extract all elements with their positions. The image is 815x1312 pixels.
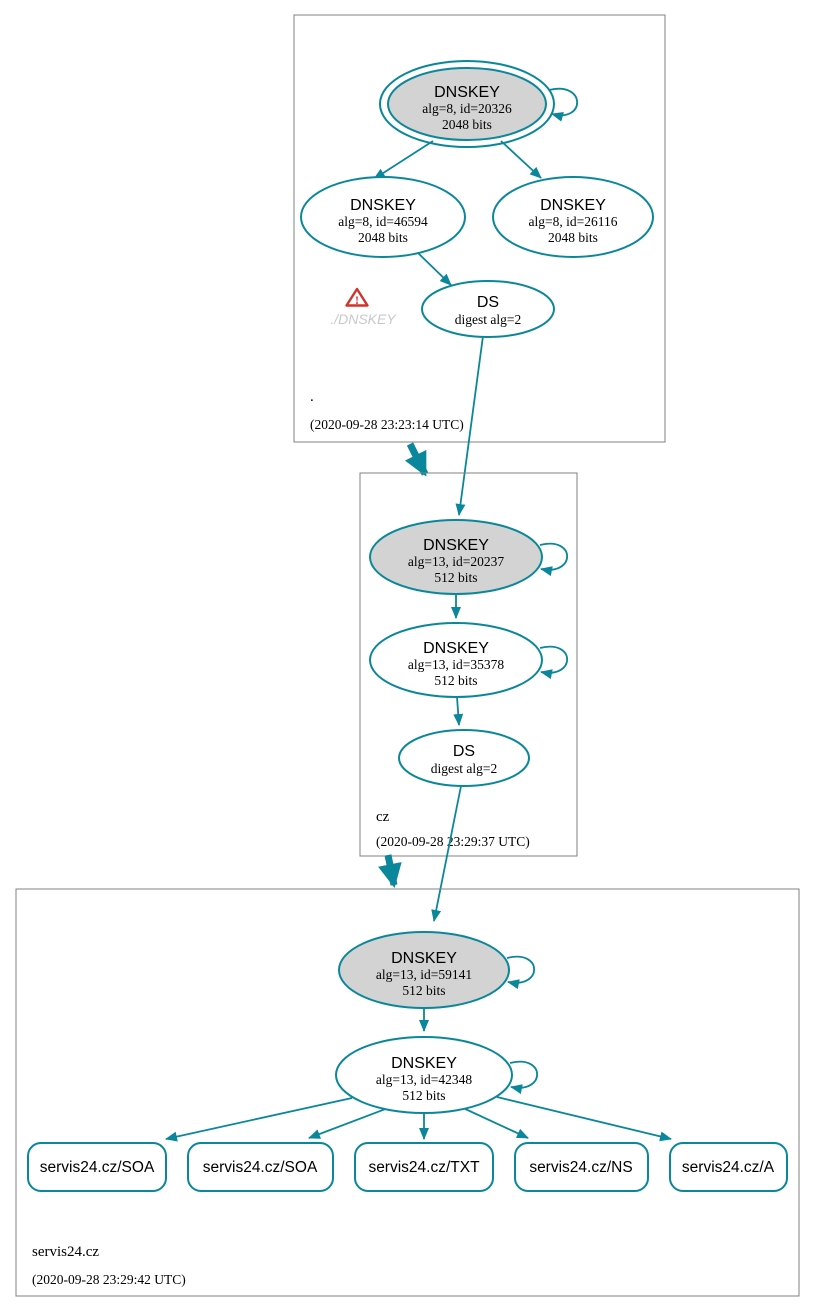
dnskey-node-46594[interactable]: [301, 177, 465, 257]
delegation-arrow-cz-to-servis24: [388, 855, 394, 885]
dnskey-46594-title: DNSKEY: [350, 197, 416, 214]
rrset-soa-1-label: servis24.cz/SOA: [39, 1159, 155, 1176]
ds-cz-detail: digest alg=2: [430, 761, 498, 776]
dnskey-node-59141[interactable]: [339, 932, 509, 1008]
dnskey-20326-title: DNSKEY: [434, 84, 500, 101]
dnskey-node-26116[interactable]: [493, 177, 653, 257]
zone-timestamp-root: (2020-09-28 23:23:14 UTC): [310, 417, 464, 432]
edge-42348-to-a: [497, 1097, 671, 1139]
zone-name-servis24: servis24.cz: [32, 1244, 100, 1260]
dnskey-20237-title: DNSKEY: [423, 537, 489, 554]
dnskey-26116-title: DNSKEY: [540, 197, 606, 214]
ds-node-cz[interactable]: [399, 730, 529, 786]
zone-name-cz: cz: [376, 809, 390, 825]
rrset-node-a[interactable]: [670, 1143, 787, 1191]
dnskey-46594-bits: 2048 bits: [358, 230, 408, 245]
dnskey-59141-bits: 512 bits: [402, 983, 446, 998]
ds-node-root[interactable]: [422, 281, 554, 337]
dnskey-node-35378[interactable]: [370, 623, 542, 697]
dnskey-59141-title: DNSKEY: [391, 950, 457, 967]
dnskey-26116-bits: 2048 bits: [548, 230, 598, 245]
dnskey-node-20237[interactable]: [370, 520, 542, 594]
dnskey-59141-detail: alg=13, id=59141: [375, 967, 473, 982]
dnskey-42348-bits: 512 bits: [402, 1088, 446, 1103]
rrset-soa-2-label: servis24.cz/SOA: [202, 1159, 318, 1176]
dnskey-26116-detail: alg=8, id=26116: [528, 214, 618, 229]
edge-selfsign-59141: [507, 957, 534, 983]
ds-root-detail: digest alg=2: [454, 312, 522, 327]
dnskey-node-42348[interactable]: [336, 1037, 512, 1113]
rrset-node-soa-1[interactable]: [28, 1143, 166, 1191]
dnskey-20326-bits: 2048 bits: [442, 117, 492, 132]
edge-20326-to-26116: [501, 141, 541, 178]
dnskey-20237-bits: 512 bits: [434, 570, 478, 585]
zone-timestamp-servis24: (2020-09-28 23:29:42 UTC): [32, 1272, 186, 1287]
dnskey-35378-title: DNSKEY: [423, 640, 489, 657]
dnskey-35378-detail: alg=13, id=35378: [407, 657, 505, 672]
rrset-ns-label: servis24.cz/NS: [529, 1159, 633, 1176]
edge-42348-to-ns: [461, 1107, 528, 1138]
edge-46594-to-ds: [417, 252, 451, 285]
edge-selfsign-42348: [510, 1062, 537, 1088]
warning-root-dnskey[interactable]: [330, 289, 397, 327]
warning-node-label: ./DNSKEY: [330, 311, 396, 327]
rrset-txt-label: servis24.cz/TXT: [368, 1159, 480, 1176]
rrset-a-label: servis24.cz/A: [681, 1159, 775, 1176]
dnskey-20326-detail: alg=8, id=20326: [422, 101, 512, 116]
edge-35378-to-ds: [457, 697, 459, 725]
dnskey-42348-detail: alg=13, id=42348: [375, 1072, 473, 1087]
zone-cluster-servis24: [16, 889, 799, 1296]
rrset-node-txt[interactable]: [355, 1143, 493, 1191]
edge-selfsign-20237: [540, 544, 567, 570]
dnskey-node-20326[interactable]: [380, 61, 554, 147]
zone-name-root: .: [310, 389, 314, 405]
edge-selfsign-35378: [540, 647, 567, 673]
dnskey-35378-bits: 512 bits: [434, 673, 478, 688]
edge-42348-to-soa2: [309, 1108, 388, 1138]
warning-exclamation: !: [355, 293, 359, 307]
zone-timestamp-cz: (2020-09-28 23:29:37 UTC): [376, 834, 530, 849]
delegation-arrow-root-to-cz: [410, 444, 425, 474]
ds-cz-title: DS: [452, 743, 476, 760]
rrset-node-soa-2[interactable]: [188, 1143, 333, 1191]
dnskey-46594-detail: alg=8, id=46594: [338, 214, 428, 229]
rrset-node-ns[interactable]: [515, 1143, 648, 1191]
edge-ds-cz-to-ksk-servis24: [434, 786, 461, 921]
ds-root-title: DS: [476, 294, 500, 311]
zone-cluster-root: [294, 15, 665, 442]
edge-20326-to-46594: [374, 141, 433, 179]
zone-cluster-cz: [360, 473, 577, 856]
dnskey-20237-detail: alg=13, id=20237: [407, 554, 505, 569]
dnskey-42348-title: DNSKEY: [391, 1055, 457, 1072]
